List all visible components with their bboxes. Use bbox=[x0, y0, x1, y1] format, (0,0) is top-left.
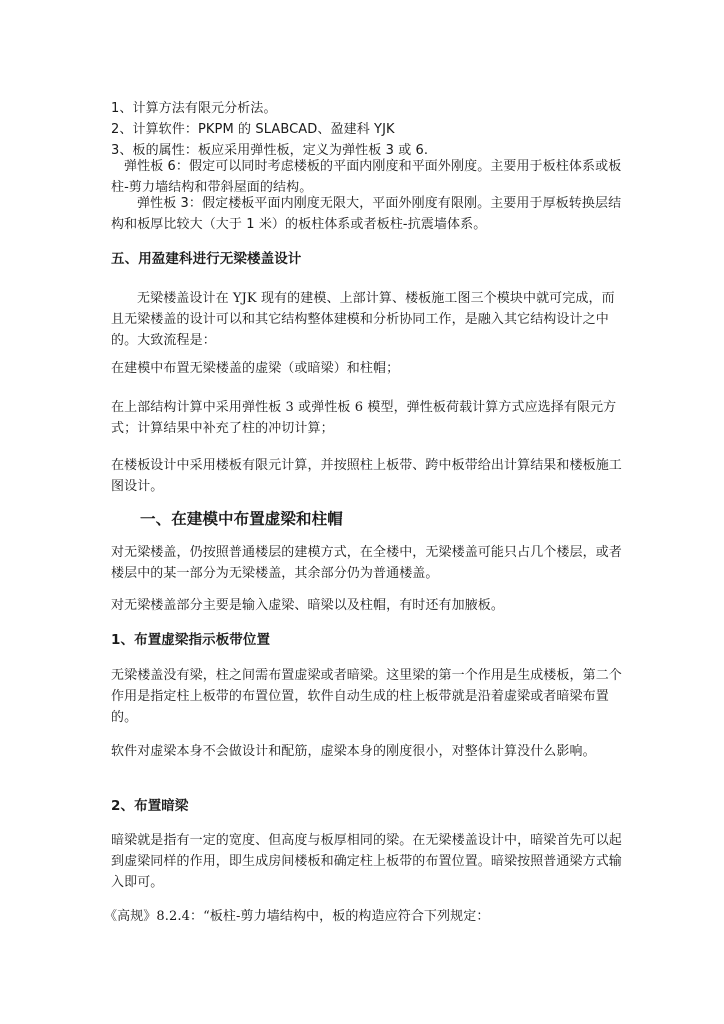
subsection-1-paragraph-2: 对无梁楼盖部分主要是输入虚梁、暗梁以及柱帽，有时还有加腋板。 bbox=[111, 598, 505, 613]
paragraph-elastic-slab-6: 弹性板 6：假定可以同时考虑楼板的平面内刚度和平面外刚度。主要用于板柱体系或板柱-剪力墙结构和带斜屋面的结构。 bbox=[111, 159, 622, 195]
list-line-method: 1、计算方法有限元分析法。 bbox=[111, 101, 277, 116]
code-quote: 《高规》8.2.4：“板柱-剪力墙结构中，板的构造应符合下列规定： bbox=[104, 909, 490, 924]
item-2-paragraph-1: 暗梁就是指有一定的宽度、但高度与板厚相同的梁。在无梁楼盖设计中，暗梁首先可以起到虚梁同样的作用，即生成房间楼板和确定柱上板带的布置位置。暗梁按照普通梁方式输入即可。 bbox=[111, 833, 622, 890]
item-1-paragraph-2: 软件对虚梁本身不会做设计和配筋，虚梁本身的刚度很小，对整体计算没什么影响。 bbox=[111, 744, 596, 759]
workflow-step-2: 在上部结构计算中采用弹性板 3 或弹性板 6 模型，弹性板荷载计算方式应选择有限元方式；计算结果中补充了柱的冲切计算； bbox=[111, 400, 617, 436]
section-5-intro: 无梁楼盖设计在 YJK 现有的建模、上部计算、楼板施工图三个模块中就可完成，而且无梁楼盖的设计可以和其它结构整体建模和分析协同工作，是融入其它结构设计之中的。大致流程是： bbox=[111, 291, 615, 348]
list-line-slab-property: 3、板的属性：板应采用弹性板，定义为弹性板 3 或 6. bbox=[111, 143, 429, 158]
paragraph-elastic-slab-3: 弹性板 3：假定楼板平面内刚度无限大，平面外刚度有限刚。主要用于厚板转换层结构和板厚比较大（大于 1 米）的板柱体系或者板柱-抗震墙体系。 bbox=[111, 196, 622, 232]
item-heading-2: 2、布置暗梁 bbox=[111, 798, 189, 814]
item-heading-1: 1、布置虚梁指示板带位置 bbox=[111, 632, 271, 648]
section-heading-5: 五、用盈建科进行无梁楼盖设计 bbox=[111, 251, 302, 267]
workflow-step-3: 在楼板设计中采用楼板有限元计算，并按照柱上板带、跨中板带给出计算结果和楼板施工图设计。 bbox=[111, 458, 622, 494]
subsection-heading-1: 一、在建模中布置虚梁和柱帽 bbox=[140, 509, 343, 528]
workflow-step-1: 在建模中布置无梁楼盖的虚梁（或暗梁）和柱帽； bbox=[111, 361, 400, 376]
item-1-paragraph-1: 无梁楼盖没有梁，柱之间需布置虚梁或者暗梁。这里梁的第一个作用是生成楼板，第二个作用是指定柱上板带的布置位置，软件自动生成的柱上板带就是沿着虚梁或者暗梁布置的。 bbox=[111, 668, 622, 725]
subsection-1-paragraph-1: 对无梁楼盖，仍按照普通楼层的建模方式，在全楼中，无梁楼盖可能只占几个楼层，或者楼层中的某一部分为无梁楼盖，其余部分仍为普通楼盖。 bbox=[111, 545, 622, 581]
list-line-software: 2、计算软件：PKPM 的 SLABCAD、盈建科 YJK bbox=[111, 122, 395, 137]
